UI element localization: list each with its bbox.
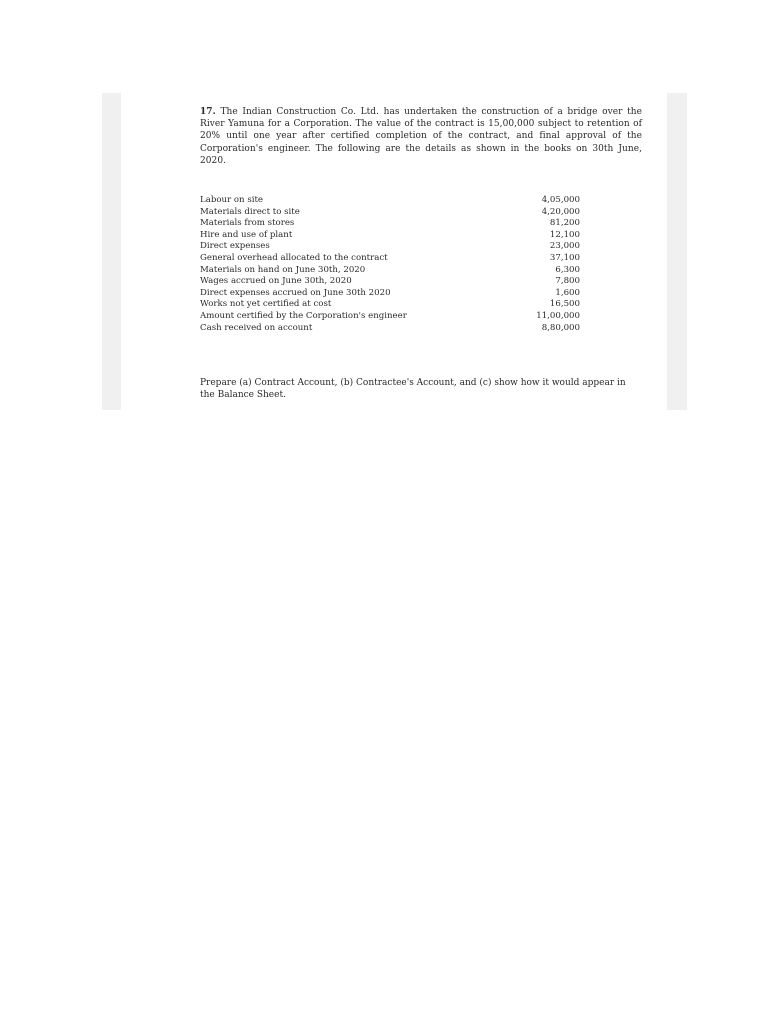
row-label: Labour on site [200,195,264,205]
table-row [200,299,580,311]
row-amount: 4,20,000 [541,206,580,217]
table-row [200,288,580,300]
table-row [200,218,580,230]
row-label: Amount certified by the Corporation's engineer [200,310,407,321]
row-amount: 4,05,000 [541,195,580,205]
row-amount: 81,200 [549,218,580,229]
row-amount: 12,100 [549,229,580,240]
table-row [200,311,580,323]
row-amount: 6,300 [555,264,580,275]
row-label: Hire and use of plant [200,229,293,240]
document-page [121,93,667,410]
table-row [200,265,580,277]
row-label: Materials direct to site [200,206,300,217]
problem-body: The Indian Construction Co. Ltd. has undertaken the construction of a bridge over the River Yamuna for a Corporation. The value of the contract is 15,00,000 subject to retention of 20% until one year after certified completion of the contract, and final approval of the Corporation's engineer. The following are the details as shown in the books on 30th June, 2020. [200,107,642,166]
row-amount: 23,000 [549,241,580,252]
row-label: Cash received on account [200,322,313,333]
row-amount: 1,600 [555,287,580,298]
table-row [200,253,580,265]
row-label: Wages accrued on June 30th, 2020 [200,276,352,287]
row-label: Materials on hand on June 30th, 2020 [200,264,366,275]
row-amount: 11,00,000 [536,310,580,321]
row-label: Materials from stores [200,218,295,229]
contract-details-table [200,195,580,334]
table-row [200,323,580,335]
table-row [200,207,580,219]
problem-statement [200,106,642,167]
problem-number: 17. [200,107,216,117]
table-row [200,230,580,242]
row-amount: 16,500 [549,299,580,310]
row-label: Direct expenses [200,241,270,252]
table-row [200,241,580,253]
row-amount: 37,100 [549,252,580,263]
instruction-text: Prepare (a) Contract Account, (b) Contractee's Account, and (c) show how it would appear in the Balance Sheet. [200,378,626,401]
row-amount: 7,800 [555,276,580,287]
row-label: Direct expenses accrued on June 30th 2020 [200,287,391,298]
row-label: Works not yet certified at cost [200,299,332,310]
table-row [200,195,580,207]
table-row [200,276,580,288]
row-label: General overhead allocated to the contract [200,252,388,263]
row-amount: 8,80,000 [541,322,580,333]
